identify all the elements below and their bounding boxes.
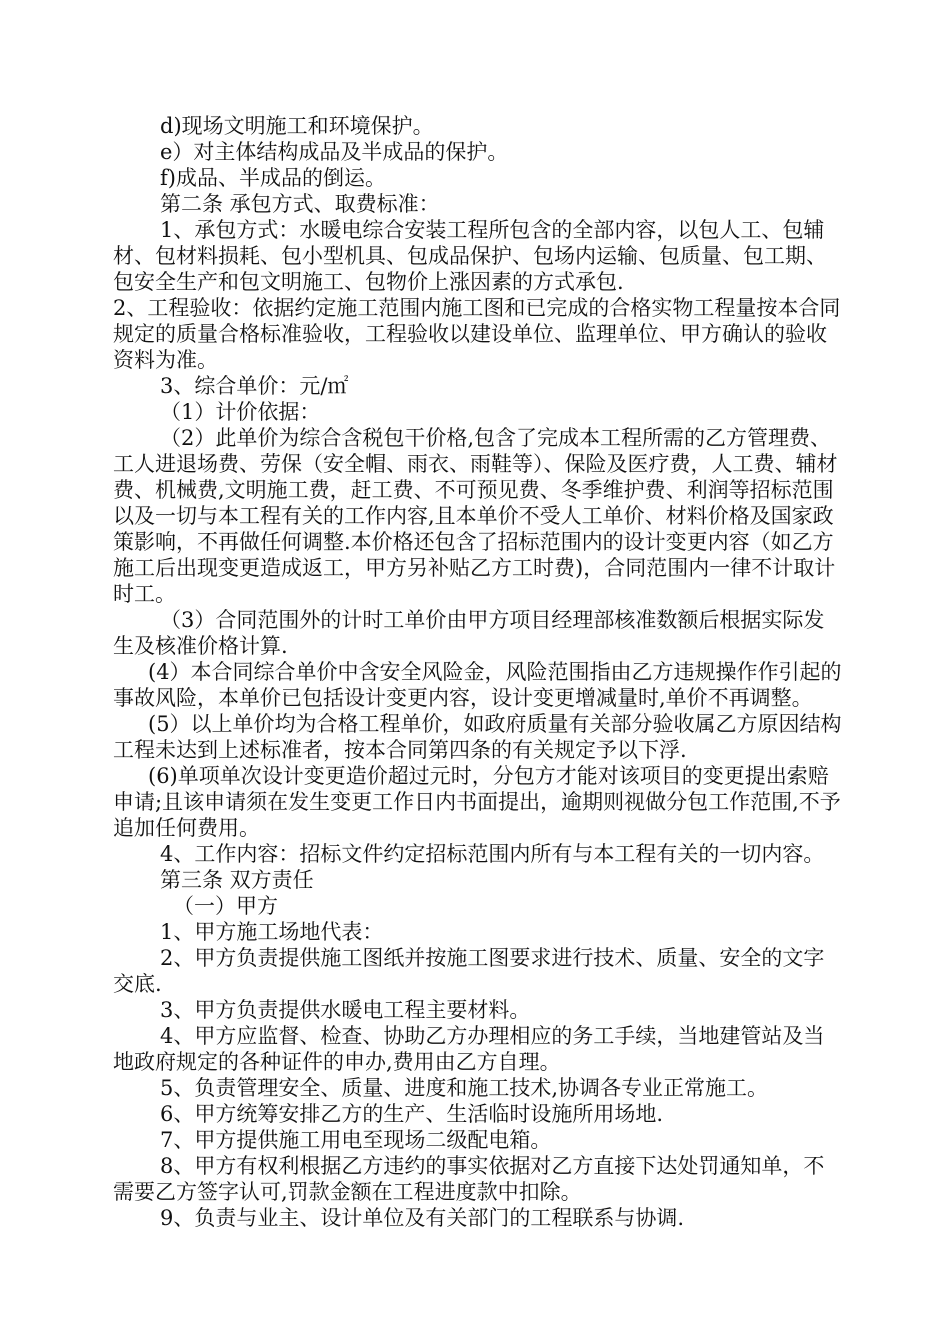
paragraph: 4、甲方应监督、检查、协助乙方办理相应的务工手续，当地建管站及当地政府规定的各种证件的申办,费用由乙方自理。 <box>113 1024 825 1074</box>
paragraph: （3）合同范围外的计时工单价由甲方项目经理部核准数额后根据实际发生及核准价格计算. <box>113 608 825 658</box>
paragraph: (4）本合同综合单价中含安全风险金，风险范围指由乙方违规操作作引起的事故风险，本单价已包括设计变更内容，设计变更增减量时,单价不再调整。 <box>113 660 842 710</box>
paragraph: 1、承包方式：水暖电综合安装工程所包含的全部内容，以包人工、包辅材、包材料损耗、包小型机具、包成品保护、包场内运输、包质量、包工期、包安全生产和包文明施工、包物价上涨因素的方式承包. <box>113 218 827 294</box>
paragraph: d)现场文明施工和环境保护。 <box>160 114 434 138</box>
paragraph: 2、工程验收：依据约定施工范围内施工图和已完成的合格实物工程量按本合同规定的质量合格标准验收，工程验收以建设单位、监理单位、甲方确认的验收资料为准。 <box>113 296 841 372</box>
paragraph: 1、甲方施工场地代表： <box>160 920 384 944</box>
paragraph: f)成品、半成品的倒运。 <box>160 166 386 190</box>
paragraph: 5、负责管理安全、质量、进度和施工技术,协调各专业正常施工。 <box>160 1076 769 1100</box>
paragraph: 7、甲方提供施工用电至现场二级配电箱。 <box>160 1128 552 1152</box>
document-body <box>113 113 843 1231</box>
paragraph: 9、负责与业主、设计单位及有关部门的工程联系与协调. <box>160 1206 685 1230</box>
paragraph: 4、工作内容：招标文件约定招标范围内所有与本工程有关的一切内容。 <box>160 842 825 866</box>
paragraph: 3、综合单价：元/㎡ <box>160 374 349 398</box>
paragraph: 8、甲方有权利根据乙方违约的事实依据对乙方直接下达处罚通知单，不需要乙方签字认可,罚款金额在工程进度款中扣除。 <box>113 1154 825 1204</box>
paragraph: 3、甲方负责提供水暖电工程主要材料。 <box>160 998 531 1022</box>
paragraph: （2）此单价为综合含税包干价格,包含了完成本工程所需的乙方管理费、工人进退场费、劳保（安全帽、雨衣、雨鞋等）、保险及医疗费，人工费、辅材费、机械费,文明施工费，赶工费、不可预见费、冬季维护费、利润等招标范围以及一切与本工程有关的工作内容,且本单价不受人工单价、材料价格及国家政策影响，不再做任何调整.本价格还包含了招标范围内的设计变更内容（如乙方施工后出现变更造成返工，甲方另补贴乙方工时费)，合同范围内一律不计取计时工。 <box>113 426 838 606</box>
paragraph: (6)单项单次设计变更造价超过元时，分包方才能对该项目的变更提出索赔申请;且该申请须在发生变更工作日内书面提出，逾期则视做分包工作范围,不予追加任何费用。 <box>113 764 841 840</box>
paragraph: （1）计价依据： <box>160 400 321 424</box>
paragraph: e）对主体结构成品及半成品的保护。 <box>160 140 509 164</box>
section-heading: 第三条 双方责任 <box>160 868 314 892</box>
paragraph: 2、甲方负责提供施工图纸并按施工图要求进行技术、质量、安全的文字交底. <box>113 946 825 996</box>
paragraph: (5）以上单价均为合格工程单价，如政府质量有关部分验收属乙方原因结构工程未达到上述标准者，按本合同第四条的有关规定予以下浮. <box>113 712 842 762</box>
paragraph: 6、甲方统筹安排乙方的生产、生活临时设施所用场地. <box>160 1102 664 1126</box>
subsection-heading: （一）甲方 <box>173 894 278 918</box>
section-heading: 第二条 承包方式、取费标准： <box>160 192 440 216</box>
